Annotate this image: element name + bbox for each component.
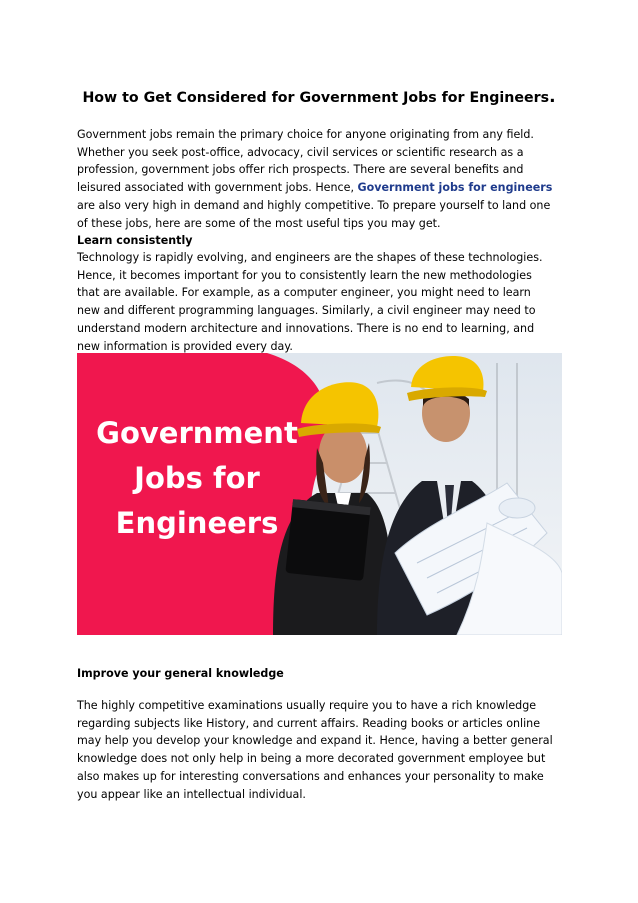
page-title [0, 88, 638, 107]
government-jobs-link[interactable]: Government jobs for engineers [357, 181, 553, 195]
title-text: How to Get Considered for Government Jobs for Engineers [82, 90, 550, 106]
knowledge-line: The highly competitive examinations usually require you to have a rich knowledge [77, 699, 537, 712]
intro-line: of these jobs, here are some of the most useful tips you may get. [77, 216, 441, 230]
banner-image [77, 353, 562, 635]
intro-line: are also very high in demand and highly competitive. To prepare yourself to land one [77, 198, 551, 212]
learn-line: understand modern architecture and innovations. There is no end to learning, and [77, 321, 535, 335]
knowledge-line: may help you develop your knowledge and expand it. Hence, having a better general [77, 734, 553, 748]
section-heading-learn: Learn consistently [77, 234, 193, 247]
learn-paragraph [77, 249, 567, 355]
intro-line: Whether you seek post-office, advocacy, civil services or scientific research as a [77, 145, 524, 159]
knowledge-line: regarding subjects like History, and current affairs. Reading books or articles online [77, 716, 541, 730]
learn-line: Technology is rapidly evolving, and engineers are the shapes of these technologies. [77, 251, 543, 264]
intro-line [77, 179, 567, 197]
knowledge-line: you appear like an intellectual individual. [77, 787, 306, 801]
banner-line: Engineers [115, 506, 279, 540]
banner-line: Jobs for [134, 461, 260, 495]
title-period: . [549, 87, 556, 107]
learn-line: new information is provided every day. [77, 339, 293, 353]
intro-line: profession, government jobs offer rich prospects. There are several benefits and [77, 163, 524, 177]
section-heading-general-knowledge: Improve your general knowledge [77, 667, 284, 680]
learn-line: Hence, it becomes important for you to consistently learn the new methodologies [77, 268, 532, 282]
learn-line: that are available. For example, as a computer engineer, you might need to learn [77, 286, 531, 300]
learn-line: new and different programming languages. Similarly, a civil engineer may need to [77, 304, 536, 318]
knowledge-paragraph [77, 697, 567, 803]
intro-line-text: leisured associated with government jobs. Hence, [77, 181, 358, 195]
intro-line: Government jobs remain the primary choice for anyone originating from any field. [77, 128, 534, 141]
banner-line: Government [96, 416, 298, 450]
banner-headline [77, 411, 317, 546]
knowledge-line: knowledge does not only help in being a more decorated government employee but [77, 752, 546, 766]
intro-paragraph [77, 126, 567, 232]
knowledge-line: also makes up for interesting conversations and enhances your personality to make [77, 769, 544, 783]
